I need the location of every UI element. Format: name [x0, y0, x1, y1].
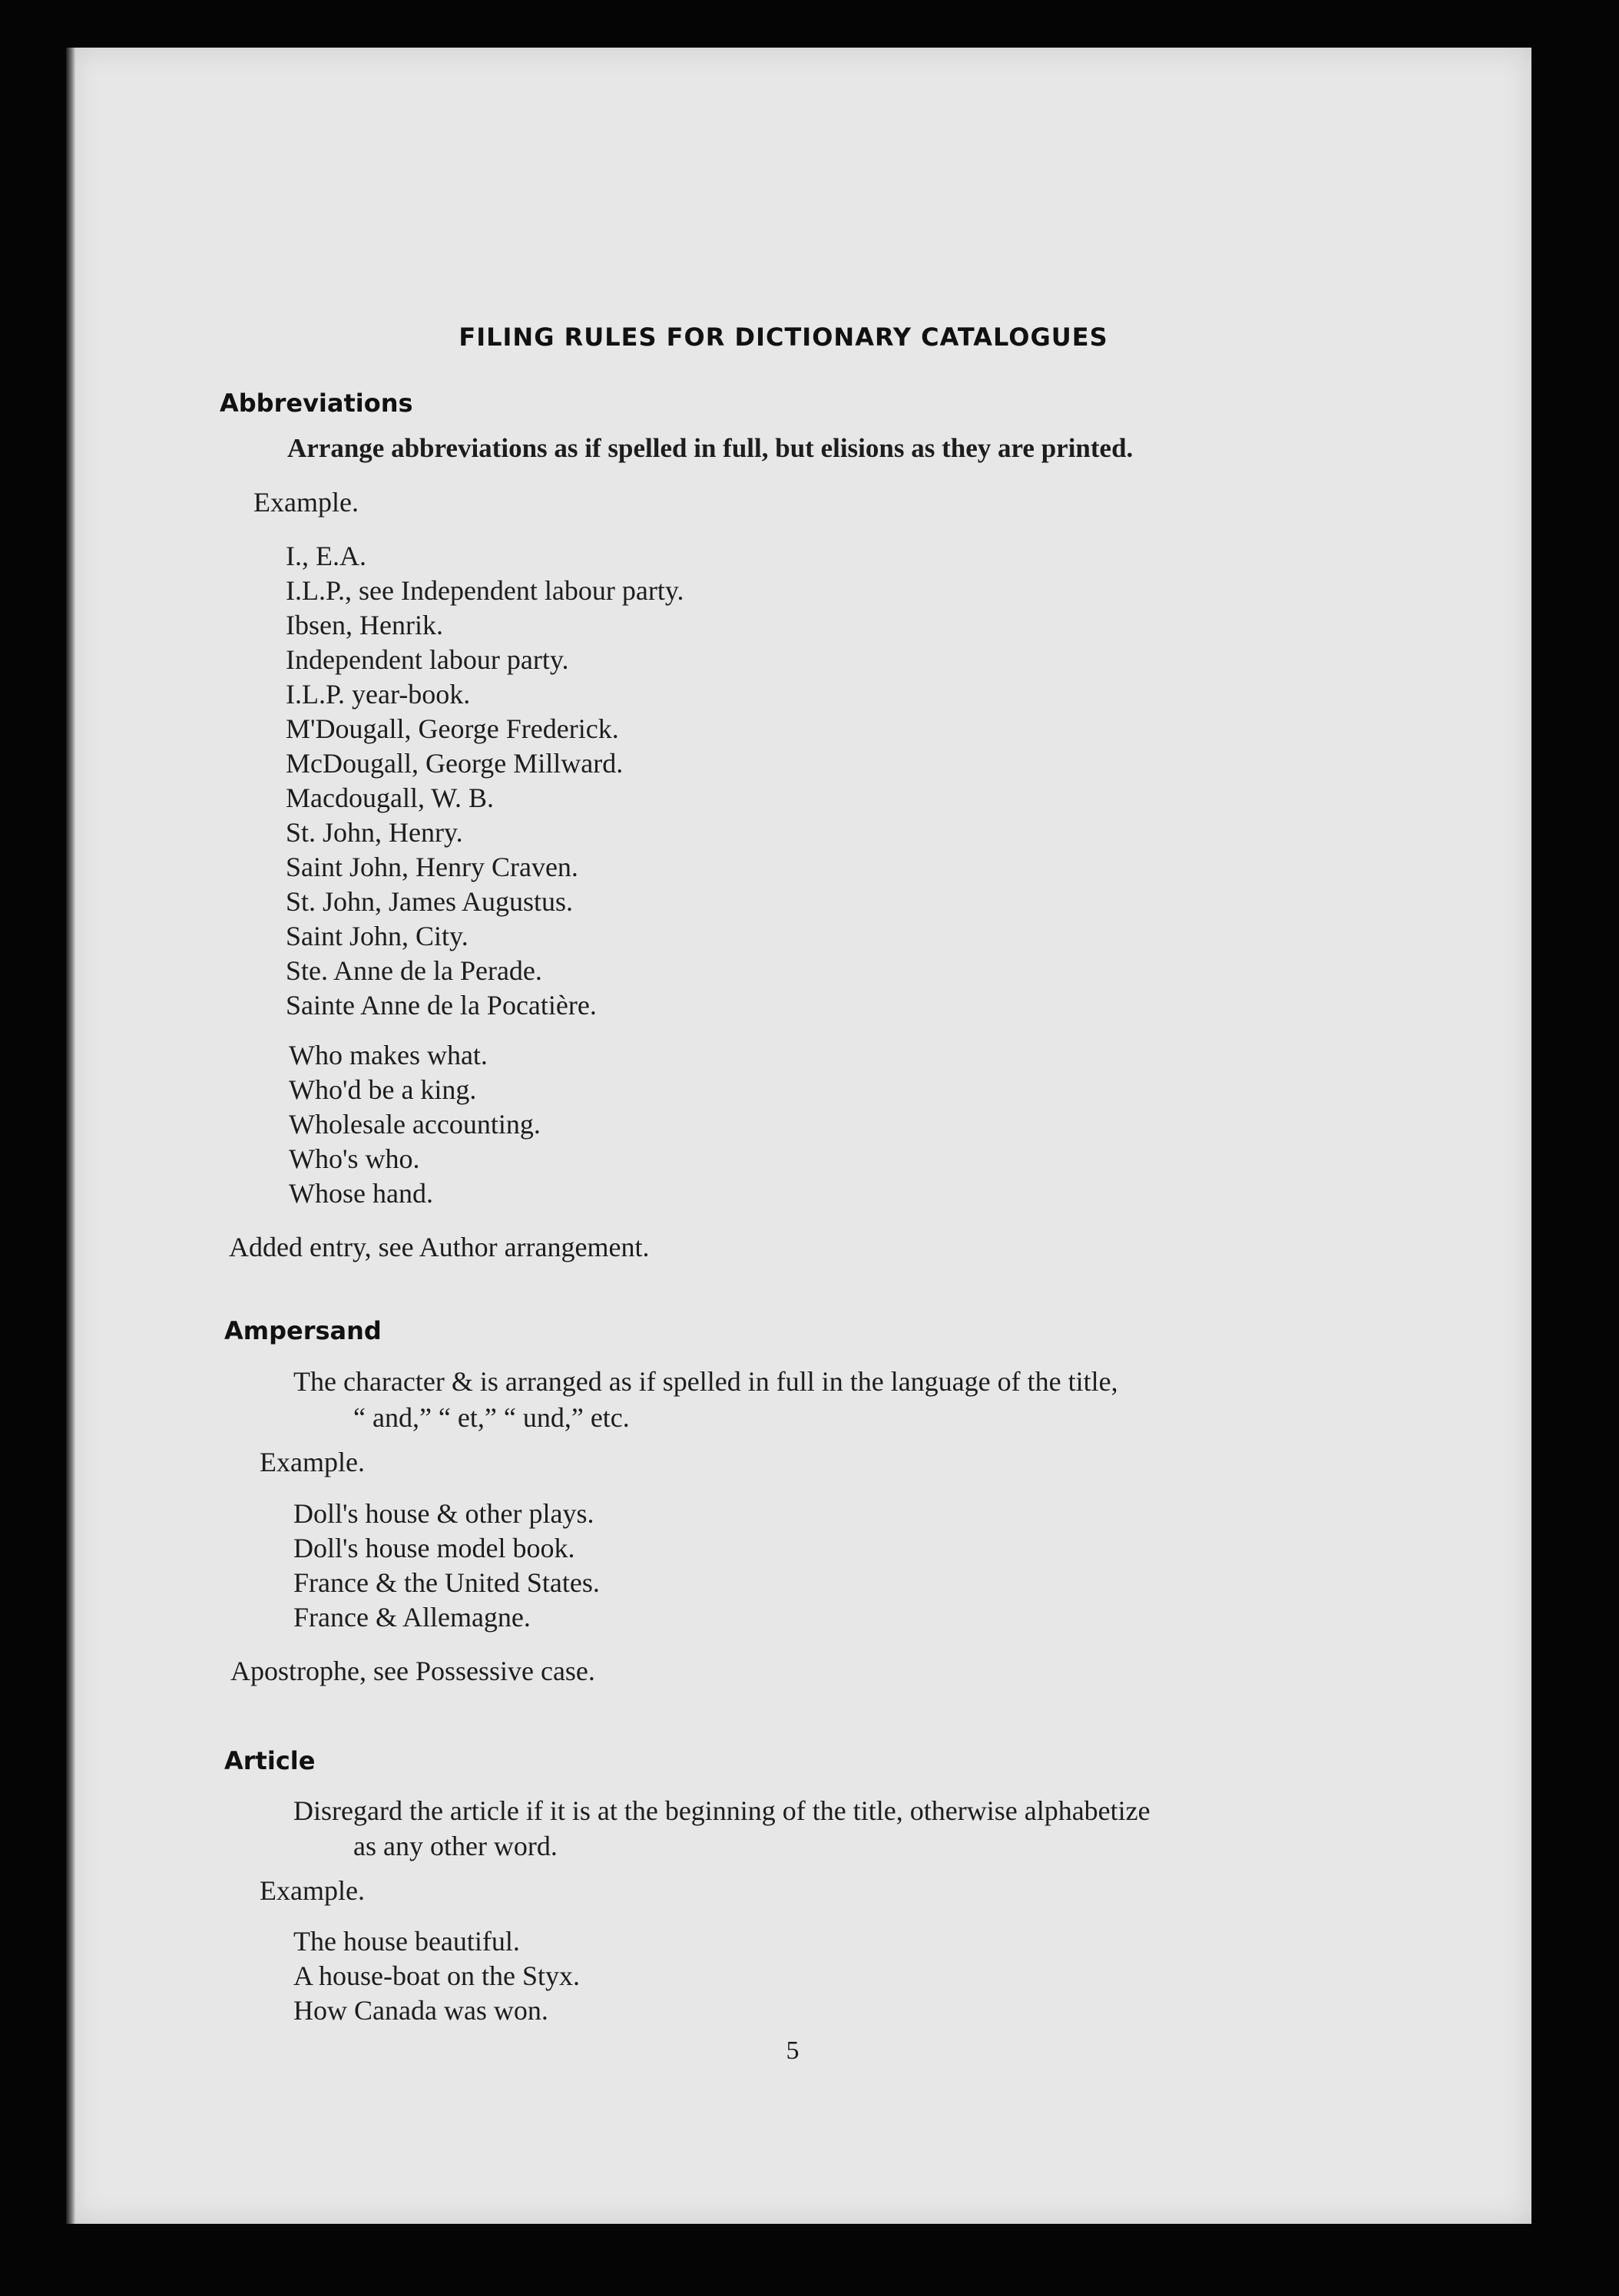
article-example-label: Example.: [260, 1875, 365, 1906]
example-entry: Who's who.: [289, 1143, 420, 1174]
example-entry: McDougall, George Millward.: [286, 748, 624, 779]
example-entry: Who makes what.: [289, 1040, 488, 1070]
example-entry: Saint John, Henry Craven.: [286, 852, 578, 882]
article-rule-continued: as any other word.: [353, 1831, 558, 1861]
example-entry: St. John, Henry.: [286, 817, 463, 848]
example-entry: Ibsen, Henrik.: [286, 610, 443, 640]
ampersand-rule: The character & is arranged as if spelled in full in the language of the title,: [293, 1366, 1118, 1397]
section-heading-article: Article: [224, 1746, 316, 1775]
cross-reference: Added entry, see Author arrangement.: [229, 1232, 650, 1262]
example-entry: Sainte Anne de la Pocatière.: [286, 990, 597, 1021]
example-entry: I.L.P., see Independent labour party.: [286, 575, 684, 606]
document-page: [71, 48, 1531, 2224]
example-entry: How Canada was won.: [293, 1995, 548, 2026]
example-entry: Who'd be a king.: [289, 1074, 477, 1105]
example-entry: Doll's house model book.: [293, 1533, 575, 1563]
example-entry: The house beautiful.: [293, 1926, 520, 1957]
example-entry: Ste. Anne de la Perade.: [286, 955, 542, 986]
example-entry: St. John, James Augustus.: [286, 886, 574, 917]
example-entry: France & the United States.: [293, 1567, 600, 1598]
example-entry: M'Dougall, George Frederick.: [286, 713, 619, 744]
section-heading-abbreviations: Abbreviations: [220, 389, 413, 418]
example-entry: France & Allemagne.: [293, 1602, 531, 1633]
abbreviations-example-label: Example.: [253, 487, 359, 518]
ampersand-rule-continued: “ and,” “ et,” “ und,” etc.: [353, 1402, 630, 1433]
example-entry: Wholesale accounting.: [289, 1109, 541, 1140]
example-entry: Independent labour party.: [286, 644, 569, 675]
example-entry: Saint John, City.: [286, 921, 468, 951]
cross-reference: Apostrophe, see Possessive case.: [230, 1656, 595, 1686]
abbreviations-rule: Arrange abbreviations as if spelled in full, but elisions as they are printed.: [287, 433, 1134, 463]
example-entry: Macdougall, W. B.: [286, 782, 494, 813]
ampersand-example-label: Example.: [260, 1447, 365, 1477]
example-entry: A house-boat on the Styx.: [293, 1960, 580, 1991]
page-title: FILING RULES FOR DICTIONARY CATALOGUES: [459, 323, 1108, 352]
page-number: 5: [786, 2036, 800, 2065]
section-heading-ampersand: Ampersand: [224, 1316, 382, 1345]
example-entry: I., E.A.: [286, 541, 366, 571]
page-binding-edge: [66, 48, 75, 2224]
example-entry: I.L.P. year-book.: [286, 679, 471, 710]
example-entry: Doll's house & other plays.: [293, 1498, 594, 1529]
example-entry: Whose hand.: [289, 1178, 433, 1209]
article-rule: Disregard the article if it is at the beginning of the title, otherwise alphabetize: [293, 1795, 1151, 1826]
